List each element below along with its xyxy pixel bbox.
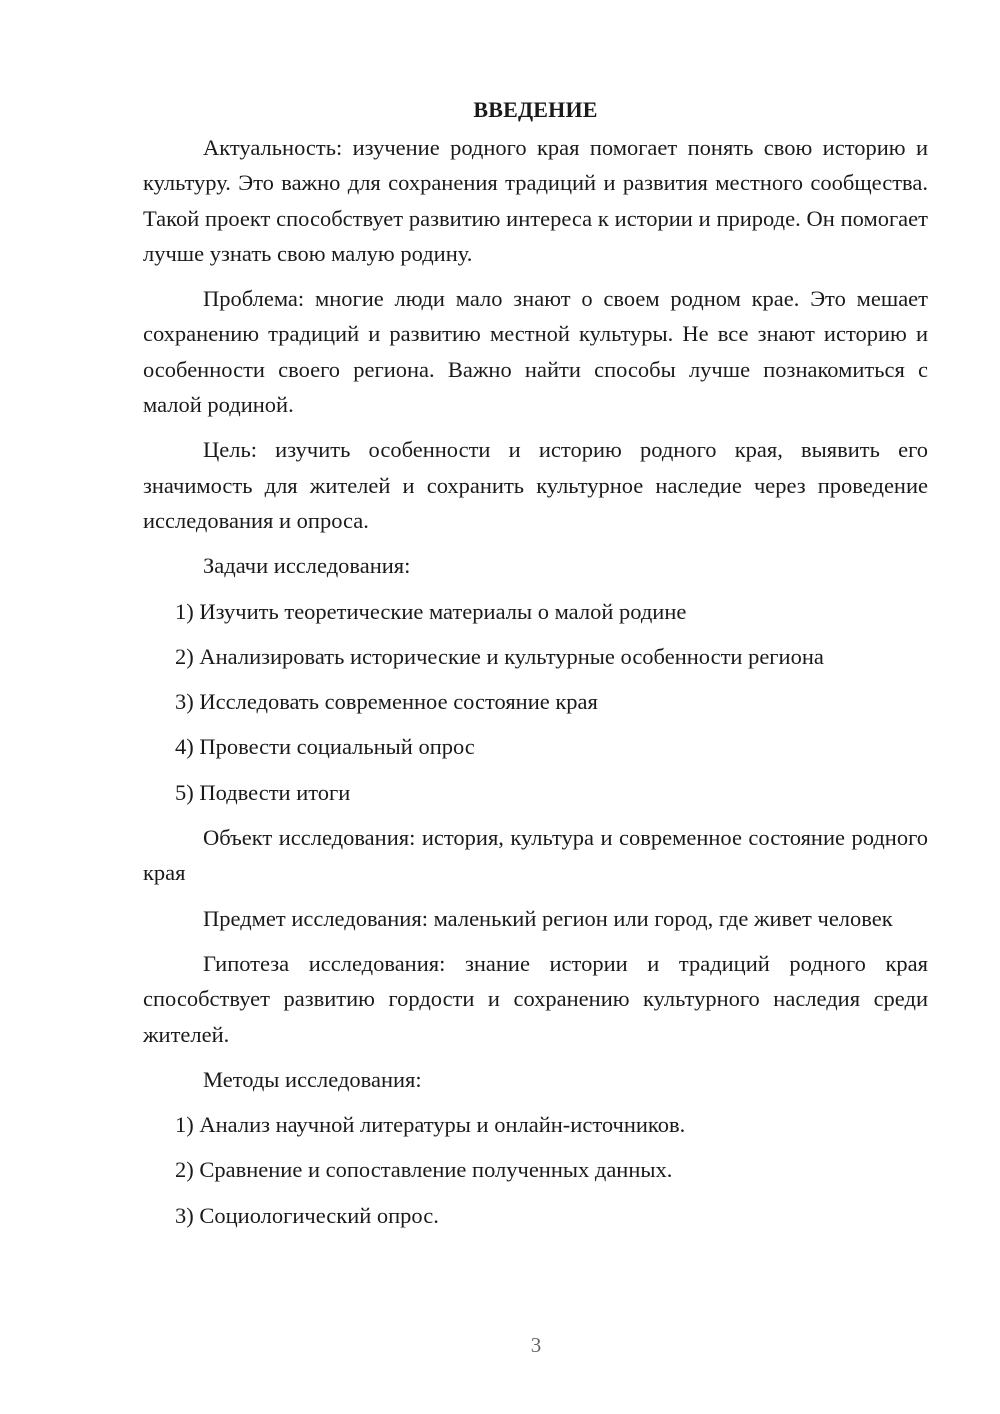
spacer <box>143 422 928 432</box>
page-title: ВВЕДЕНИЕ <box>473 97 598 122</box>
spacer <box>143 584 928 594</box>
list-item: 5) Подвести итоги <box>175 779 351 805</box>
relevance-paragraph: Актуальность: изучение родного края помогает понять свою историю и культуру. Это важно для сохранения традиций и развития местного сообщества. Такой проект способствует развитию интереса к истории и природе. Он помогает лучше узнать свою малую родину. <box>143 135 928 266</box>
subject-paragraph: Предмет исследования: маленький регион или город, где живет человек <box>203 905 893 931</box>
tasks-list <box>143 594 928 810</box>
list-item: 4) Провести социальный опрос <box>175 734 475 760</box>
tasks-heading: Задачи исследования: <box>203 553 411 579</box>
spacer <box>143 538 928 548</box>
methods-list <box>143 1107 928 1233</box>
spacer <box>143 891 928 901</box>
hypothesis-paragraph: Гипотеза исследования: знание истории и традиций родного края способствует развитию гордости и сохранению культурного наследия среди жителей. <box>143 950 928 1047</box>
spacer <box>143 629 928 639</box>
list-item: 3) Исследовать современное состояние края <box>175 689 598 715</box>
list-item: 1) Анализ научной литературы и онлайн-источников. <box>175 1112 686 1138</box>
methods-heading: Методы исследования: <box>203 1066 422 1092</box>
spacer <box>143 936 928 946</box>
page-number: 3 <box>530 1333 542 1357</box>
spacer <box>143 271 928 281</box>
object-paragraph: Объект исследования: история, культура и современное состояние родного края <box>143 825 928 886</box>
spacer <box>143 719 928 729</box>
spacer <box>143 1142 928 1152</box>
problem-paragraph: Проблема: многие люди мало знают о своем родном крае. Это мешает сохранению традиций и развитию местной культуры. Не все знают историю и особенности своего региона. Важно найти способы лучше познакомиться с малой родиной. <box>143 286 928 418</box>
spacer <box>143 1188 928 1198</box>
list-item: 2) Анализировать исторические и культурные особенности региона <box>175 643 824 669</box>
goal-paragraph: Цель: изучить особенности и историю родного края, выявить его значимость для жителей и сохранить культурное наследие через проведение исследования и опроса. <box>143 437 928 533</box>
spacer <box>143 674 928 684</box>
spacer <box>143 765 928 775</box>
spacer <box>143 810 928 820</box>
spacer <box>143 1052 928 1062</box>
list-item: 2) Сравнение и сопоставление полученных данных. <box>175 1157 673 1183</box>
spacer <box>143 1097 928 1107</box>
list-item: 1) Изучить теоретические материалы о малой родине <box>175 598 687 624</box>
document-page <box>143 92 928 1233</box>
list-item: 3) Социологический опрос. <box>175 1202 439 1228</box>
